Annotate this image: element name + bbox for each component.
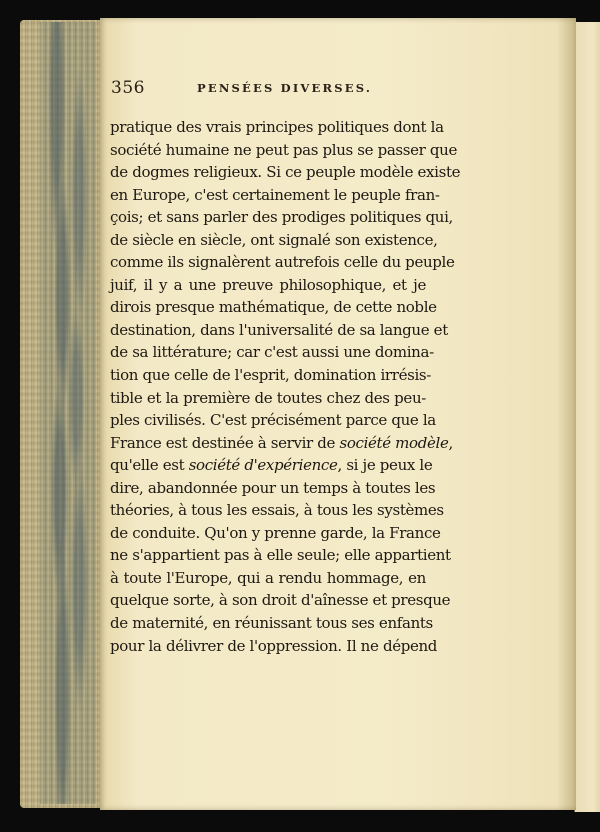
text-segment: çois; et sans parler des prodiges politiques qui, — [110, 208, 453, 227]
page-number: 356 — [111, 78, 145, 98]
text-line — [110, 522, 441, 545]
text-line — [110, 409, 436, 432]
marbled-edge-decoration — [40, 22, 96, 804]
text-segment: société humaine ne peut pas plus se passer que — [110, 140, 457, 159]
text-segment: qu'elle est — [110, 456, 189, 475]
text-line — [110, 229, 438, 252]
text-line — [110, 567, 426, 590]
text-segment: France est destinée à servir de — [110, 433, 340, 452]
text-segment: de conduite. Qu'on y prenne garde, la France — [110, 523, 441, 542]
text-line — [110, 635, 438, 658]
text-line — [110, 341, 434, 364]
text-segment: , — [448, 433, 453, 452]
text-line — [110, 499, 444, 522]
text-segment: de maternité, en réunissant tous ses enfants — [110, 614, 433, 633]
text-line — [110, 184, 440, 207]
text-line — [110, 206, 453, 229]
text-segment: pour la délivrer de l'oppression. Il ne dépend — [110, 636, 438, 655]
text-segment: théories, à tous les essais, à tous les systèmes — [110, 501, 444, 520]
text-line — [110, 116, 444, 139]
text-segment: en Europe, c'est certainement le peuple fran- — [110, 185, 440, 204]
running-title: PENSÉES DIVERSES. — [197, 81, 373, 95]
text-line — [110, 387, 426, 410]
text-line — [110, 274, 426, 297]
text-segment: pratique des vrais principes politiques dont la — [110, 118, 444, 136]
text-line — [110, 544, 451, 567]
text-line — [110, 589, 451, 612]
text-segment: destination, dans l'universalité de sa langue et — [110, 320, 448, 339]
text-segment: tion que celle de l'esprit, domination irrésis- — [110, 366, 431, 385]
text-segment: ples civilisés. C'est précisément parce que la — [110, 411, 436, 430]
facing-page-edge — [574, 22, 600, 812]
text-line — [110, 251, 455, 274]
text-line — [110, 612, 433, 635]
text-line — [110, 139, 457, 162]
text-segment: tible et la première de toutes chez des peu- — [110, 388, 426, 407]
text-segment: à toute l'Europe, qui a rendu hommage, en — [110, 568, 426, 587]
text-segment: de siècle en siècle, ont signalé son existence, — [110, 230, 438, 249]
text-line — [110, 364, 431, 387]
text-line — [110, 319, 448, 342]
running-head — [111, 78, 441, 102]
text-segment: ne s'appartient pas à elle seule; elle appartient — [110, 546, 451, 565]
text-segment: de dogmes religieux. Si ce peuple modèle existe — [110, 163, 461, 182]
text-segment: de sa littérature; car c'est aussi une domina- — [110, 343, 434, 362]
text-line — [110, 432, 453, 455]
text-segment: comme ils signalèrent autrefois celle du peuple — [110, 253, 455, 272]
text-line — [110, 161, 461, 184]
italic-text-segment: société d'expérience — [188, 456, 338, 475]
text-segment: quelque sorte, à son droit d'aînesse et presque — [110, 591, 451, 610]
text-line — [110, 477, 436, 500]
text-line — [110, 454, 433, 477]
page-body-text — [110, 116, 461, 657]
text-line — [110, 296, 437, 319]
italic-text-segment: société modèle — [339, 433, 449, 452]
text-segment: dire, abandonnée pour un temps à toutes les — [110, 478, 436, 497]
text-segment: juif, il y a une preuve philosophique, et je — [110, 275, 426, 294]
text-segment: , si je peux le — [337, 456, 433, 475]
text-segment: dirois presque mathématique, de cette noble — [110, 298, 437, 317]
